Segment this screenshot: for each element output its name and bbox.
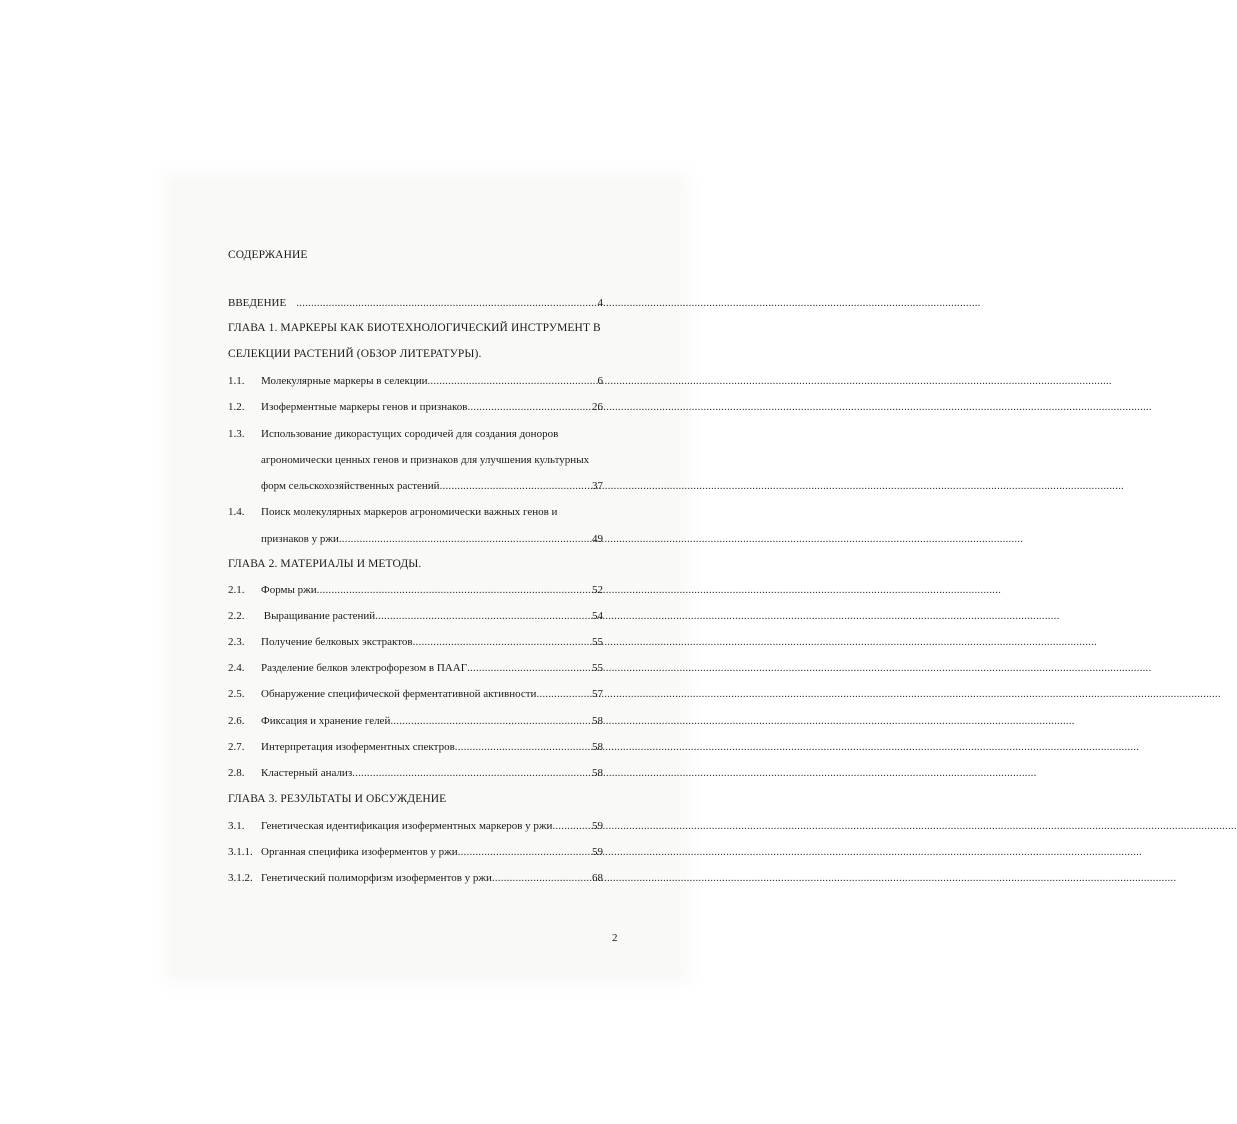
- toc-section-title-continued: признаков у ржи: [261, 533, 339, 545]
- toc-leader-dots: [352, 767, 592, 779]
- toc-section-title: Генетическая идентификация изоферментных маркеров у ржи: [261, 820, 553, 832]
- toc-section-number: 2.5.: [228, 688, 245, 700]
- toc-section-title: Получение белковых экстрактов: [261, 636, 413, 648]
- toc-section-title: Обнаружение специфической ферментативной активности: [261, 688, 537, 700]
- toc-leader-dots: [536, 688, 592, 700]
- toc-intro-row: [228, 297, 603, 309]
- toc-row: [228, 375, 603, 391]
- toc-section-title: Разделение белков электрофорезом в ПААГ: [261, 662, 468, 674]
- toc-row: [228, 820, 603, 836]
- toc-page-number: 55: [592, 662, 603, 674]
- toc-section-title: Органная специфика изоферментов у ржи: [261, 846, 458, 858]
- toc-section-number: 2.8.: [228, 767, 245, 779]
- toc-section-title: Интерпретация изоферментных спектров: [261, 741, 455, 753]
- toc-row: [228, 872, 603, 888]
- toc-page-number: 58: [592, 741, 603, 753]
- toc-leader-dots: [467, 662, 592, 674]
- toc-row: [228, 662, 603, 678]
- toc-row: [228, 767, 603, 783]
- toc-leader-dots: [492, 872, 592, 884]
- toc-leader-dots: [440, 480, 589, 492]
- chapter-3-title: ГЛАВА 3. РЕЗУЛЬТАТЫ И ОБСУЖДЕНИЕ: [228, 793, 447, 805]
- toc-section-number: 1.2.: [228, 401, 245, 413]
- toc-leader-dots: [455, 741, 592, 753]
- toc-row: [228, 506, 603, 522]
- toc-page-number: 55: [592, 636, 603, 648]
- toc-row: [228, 741, 603, 757]
- toc-section-title: Поиск молекулярных маркеров агрономически важных генов и: [261, 506, 558, 518]
- toc-section-number: 2.4.: [228, 662, 245, 674]
- toc-section-number: 3.1.: [228, 820, 245, 832]
- toc-section-title: Кластерный анализ: [261, 767, 353, 779]
- toc-section-title: Использование дикорастущих сородичей для создания доноров: [261, 428, 559, 440]
- toc-section-title: Молекулярные маркеры в селекции: [261, 375, 428, 387]
- toc-leader-dots: [427, 375, 597, 387]
- toc-intro-label: ВВЕДЕНИЕ: [228, 297, 287, 309]
- toc-leader-dots: [339, 533, 592, 545]
- toc-row-continued: [261, 480, 603, 496]
- toc-page-number: 57: [592, 688, 603, 700]
- toc-row: [228, 428, 603, 444]
- toc-leader-dots: [458, 846, 592, 858]
- toc-page-number: 68: [592, 872, 603, 884]
- toc-row: [228, 636, 603, 652]
- toc-page-number: 59: [592, 820, 603, 832]
- toc-page-number: 58: [592, 715, 603, 727]
- contents-title: СОДЕРЖАНИЕ: [228, 249, 308, 261]
- toc-section-title: Генетический полиморфизм изоферментов у ржи: [261, 872, 492, 884]
- chapter-1-title-line1: ГЛАВА 1. МАРКЕРЫ КАК БИОТЕХНОЛОГИЧЕСКИЙ ИНСТРУМЕНТ В: [228, 322, 601, 334]
- toc-leader-dots: [390, 715, 592, 727]
- toc-row: [228, 401, 603, 417]
- toc-page-number: 4: [597, 297, 603, 309]
- toc-section-number: 2.2.: [228, 610, 245, 622]
- toc-section-number: 2.7.: [228, 741, 245, 753]
- toc-section-number: 2.1.: [228, 584, 245, 596]
- toc-page-number: 59: [592, 846, 603, 858]
- toc-page-number: 6: [597, 375, 603, 387]
- toc-section-title: Фиксация и хранение гелей: [261, 715, 391, 727]
- toc-section-number: 1.1.: [228, 375, 245, 387]
- chapter-2-title: ГЛАВА 2. МАТЕРИАЛЫ И МЕТОДЫ.: [228, 558, 422, 570]
- toc-page-number: 26: [592, 401, 603, 413]
- toc-row: [228, 688, 603, 704]
- toc-leader-dots: [317, 584, 592, 596]
- toc-page-number: 37: [592, 480, 603, 492]
- toc-page-number: 52: [592, 584, 603, 596]
- toc-section-number: 2.3.: [228, 636, 245, 648]
- toc-section-number: 1.3.: [228, 428, 245, 440]
- toc-row: [228, 584, 603, 600]
- toc-page-number: 49: [592, 533, 603, 545]
- chapter-1-title-line2: СЕЛЕКЦИИ РАСТЕНИЙ (ОБЗОР ЛИТЕРАТУРЫ).: [228, 348, 482, 360]
- toc-row: [228, 610, 603, 626]
- toc-section-title: Выращивание растений: [261, 610, 376, 622]
- toc-section-title: Изоферментные маркеры генов и признаков: [261, 401, 468, 413]
- toc-section-number: 1.4.: [228, 506, 245, 518]
- toc-leader-dots: [375, 610, 592, 622]
- toc-row: [228, 715, 603, 731]
- toc-section-number: 3.1.1.: [228, 846, 253, 858]
- toc-section-title-continued: форм сельскохозяйственных растений: [261, 480, 440, 492]
- toc-page-number: 54: [592, 610, 603, 622]
- page-number: 2: [612, 932, 618, 944]
- toc-page-number: 58: [592, 767, 603, 779]
- toc-section-title: Формы ржи: [261, 584, 317, 596]
- toc-section-title-continued: агрономически ценных генов и признаков для улучшения культурных: [261, 454, 590, 466]
- toc-section-number: 2.6.: [228, 715, 245, 727]
- toc-leader-dots: [296, 297, 597, 309]
- toc-leader-dots: [413, 636, 592, 648]
- toc-row: [228, 846, 603, 862]
- toc-row-continued: [261, 533, 603, 549]
- toc-leader-dots: [467, 401, 592, 413]
- toc-section-number: 3.1.2.: [228, 872, 253, 884]
- toc-leader-dots: [552, 820, 592, 832]
